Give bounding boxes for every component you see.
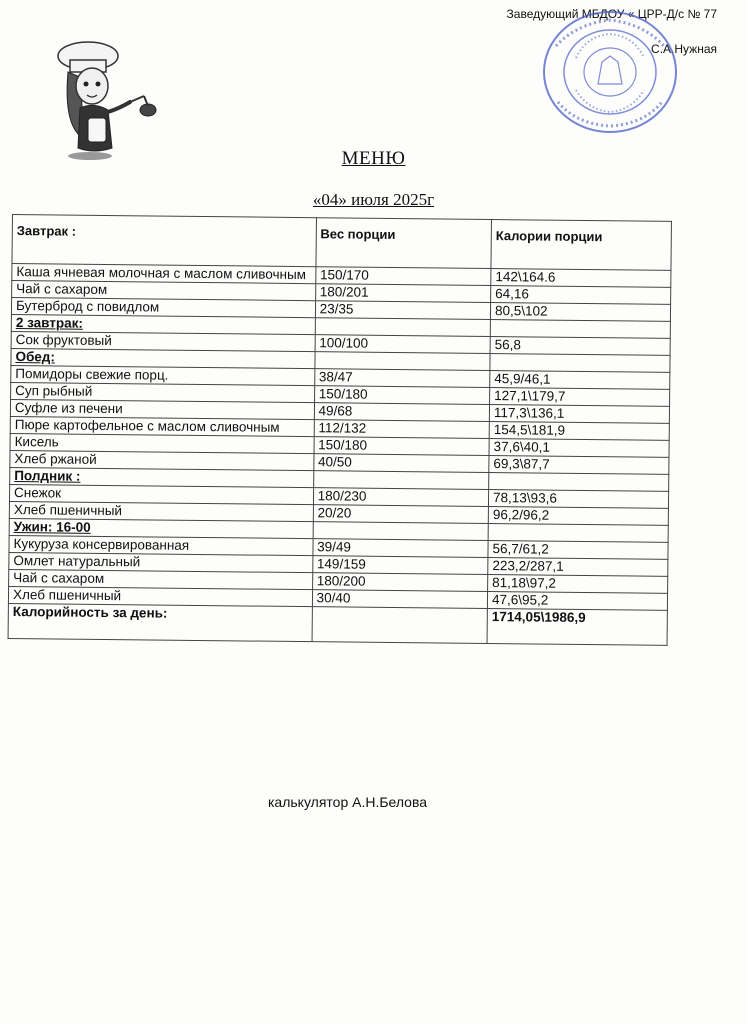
portion-weight <box>313 522 489 541</box>
dish-name: Чай с сахаром <box>12 281 316 301</box>
portion-weight: 30/40 <box>312 590 488 609</box>
dish-name: Хлеб ржаной <box>10 450 314 470</box>
portion-calories: 154,5\181,9 <box>489 422 669 441</box>
portion-weight: 150/180 <box>314 386 490 405</box>
portion-weight: 39/49 <box>313 539 489 558</box>
portion-calories: 223,2/287,1 <box>488 558 668 577</box>
dish-name: Кисель <box>10 433 314 453</box>
portion-weight <box>315 352 491 371</box>
dish-name: Хлеб пшеничный <box>9 501 313 521</box>
portion-weight: 40/50 <box>313 454 489 473</box>
portion-weight: 23/35 <box>315 301 491 320</box>
portion-weight <box>313 471 489 490</box>
portion-calories: 37,6\40,1 <box>489 439 669 458</box>
header-weight: Вес порции <box>316 218 492 269</box>
portion-weight: 49/68 <box>314 403 490 422</box>
portion-calories: 56,8 <box>490 337 670 356</box>
portion-weight: 180/230 <box>313 488 489 507</box>
portion-calories: 81,18\97,2 <box>488 575 668 594</box>
approval-signature-name: С.А.Нужная <box>651 42 717 56</box>
page-title: МЕНЮ <box>341 148 406 169</box>
dish-name: Снежок <box>9 484 313 504</box>
portion-calories <box>490 354 670 373</box>
table-header-row <box>12 215 671 271</box>
dish-name: Каша ячневая молочная с маслом сливочным <box>12 264 316 284</box>
portion-weight <box>315 318 491 337</box>
dish-name: Сок фруктовый <box>11 331 315 351</box>
menu-table <box>8 214 672 646</box>
portion-weight: 180/201 <box>315 284 491 303</box>
portion-weight: 100/100 <box>315 335 491 354</box>
portion-calories <box>488 524 668 543</box>
portion-weight: 150/170 <box>315 267 491 286</box>
portion-weight: 180/200 <box>312 573 488 592</box>
portion-calories: 56,7/61,2 <box>488 541 668 560</box>
portion-calories: 117,3\136,1 <box>489 405 669 424</box>
portion-calories: 78,13\93,6 <box>488 490 668 509</box>
portion-calories: 69,3\87,7 <box>489 456 669 475</box>
dish-name: Суфле из печени <box>10 399 314 419</box>
dish-name: Кукуруза консервированная <box>9 535 313 555</box>
portion-calories: 45,9/46,1 <box>490 371 670 390</box>
portion-calories: 127,1\179,7 <box>490 388 670 407</box>
portion-calories: 80,5\102 <box>490 303 670 322</box>
section-title: Полдник : <box>10 467 314 487</box>
portion-calories <box>489 473 669 492</box>
daily-total-row <box>8 603 667 645</box>
portion-calories: 96,2/96,2 <box>488 507 668 526</box>
dish-name: Помидоры свежие порц. <box>11 365 315 385</box>
portion-calories <box>490 320 670 339</box>
dish-name: Хлеб пшеничный <box>8 586 312 606</box>
section-title: Обед: <box>11 348 315 368</box>
section-title: 2 завтрак: <box>11 314 315 334</box>
dish-name: Суп рыбный <box>11 382 315 402</box>
dish-name: Омлет натуральный <box>9 552 313 572</box>
menu-date: «04» июля 2025г <box>312 190 435 209</box>
portion-calories: 47,6\95,2 <box>487 592 667 611</box>
portion-calories: 142\164.6 <box>491 269 671 288</box>
portion-weight: 150/180 <box>314 437 490 456</box>
daily-total-label: Калорийность за день: <box>8 603 312 641</box>
calculator-signature: калькулятор А.Н.Белова <box>268 794 428 810</box>
portion-weight: 112/132 <box>314 420 490 439</box>
approval-title: Заведующий МБДОУ « ЦРР-Д/с № 77 <box>506 7 717 21</box>
dish-name: Бутерброд с повидлом <box>11 298 315 318</box>
chef-girl-illustration <box>50 38 160 163</box>
section-title: Ужин: 16-00 <box>9 518 313 538</box>
daily-total-value: 1714,05\1986,9 <box>487 609 667 646</box>
dish-name: Чай с сахаром <box>9 569 313 589</box>
daily-total-empty <box>312 607 488 644</box>
portion-weight: 149/159 <box>312 556 488 575</box>
official-stamp <box>536 6 684 136</box>
portion-weight: 20/20 <box>313 505 489 524</box>
portion-weight: 38/47 <box>314 369 490 388</box>
portion-calories: 64,16 <box>491 286 671 305</box>
header-calories: Калории порции <box>491 220 671 271</box>
dish-name: Пюре картофельное с маслом сливочным <box>10 416 314 436</box>
header-breakfast: Завтрак : <box>12 215 316 267</box>
